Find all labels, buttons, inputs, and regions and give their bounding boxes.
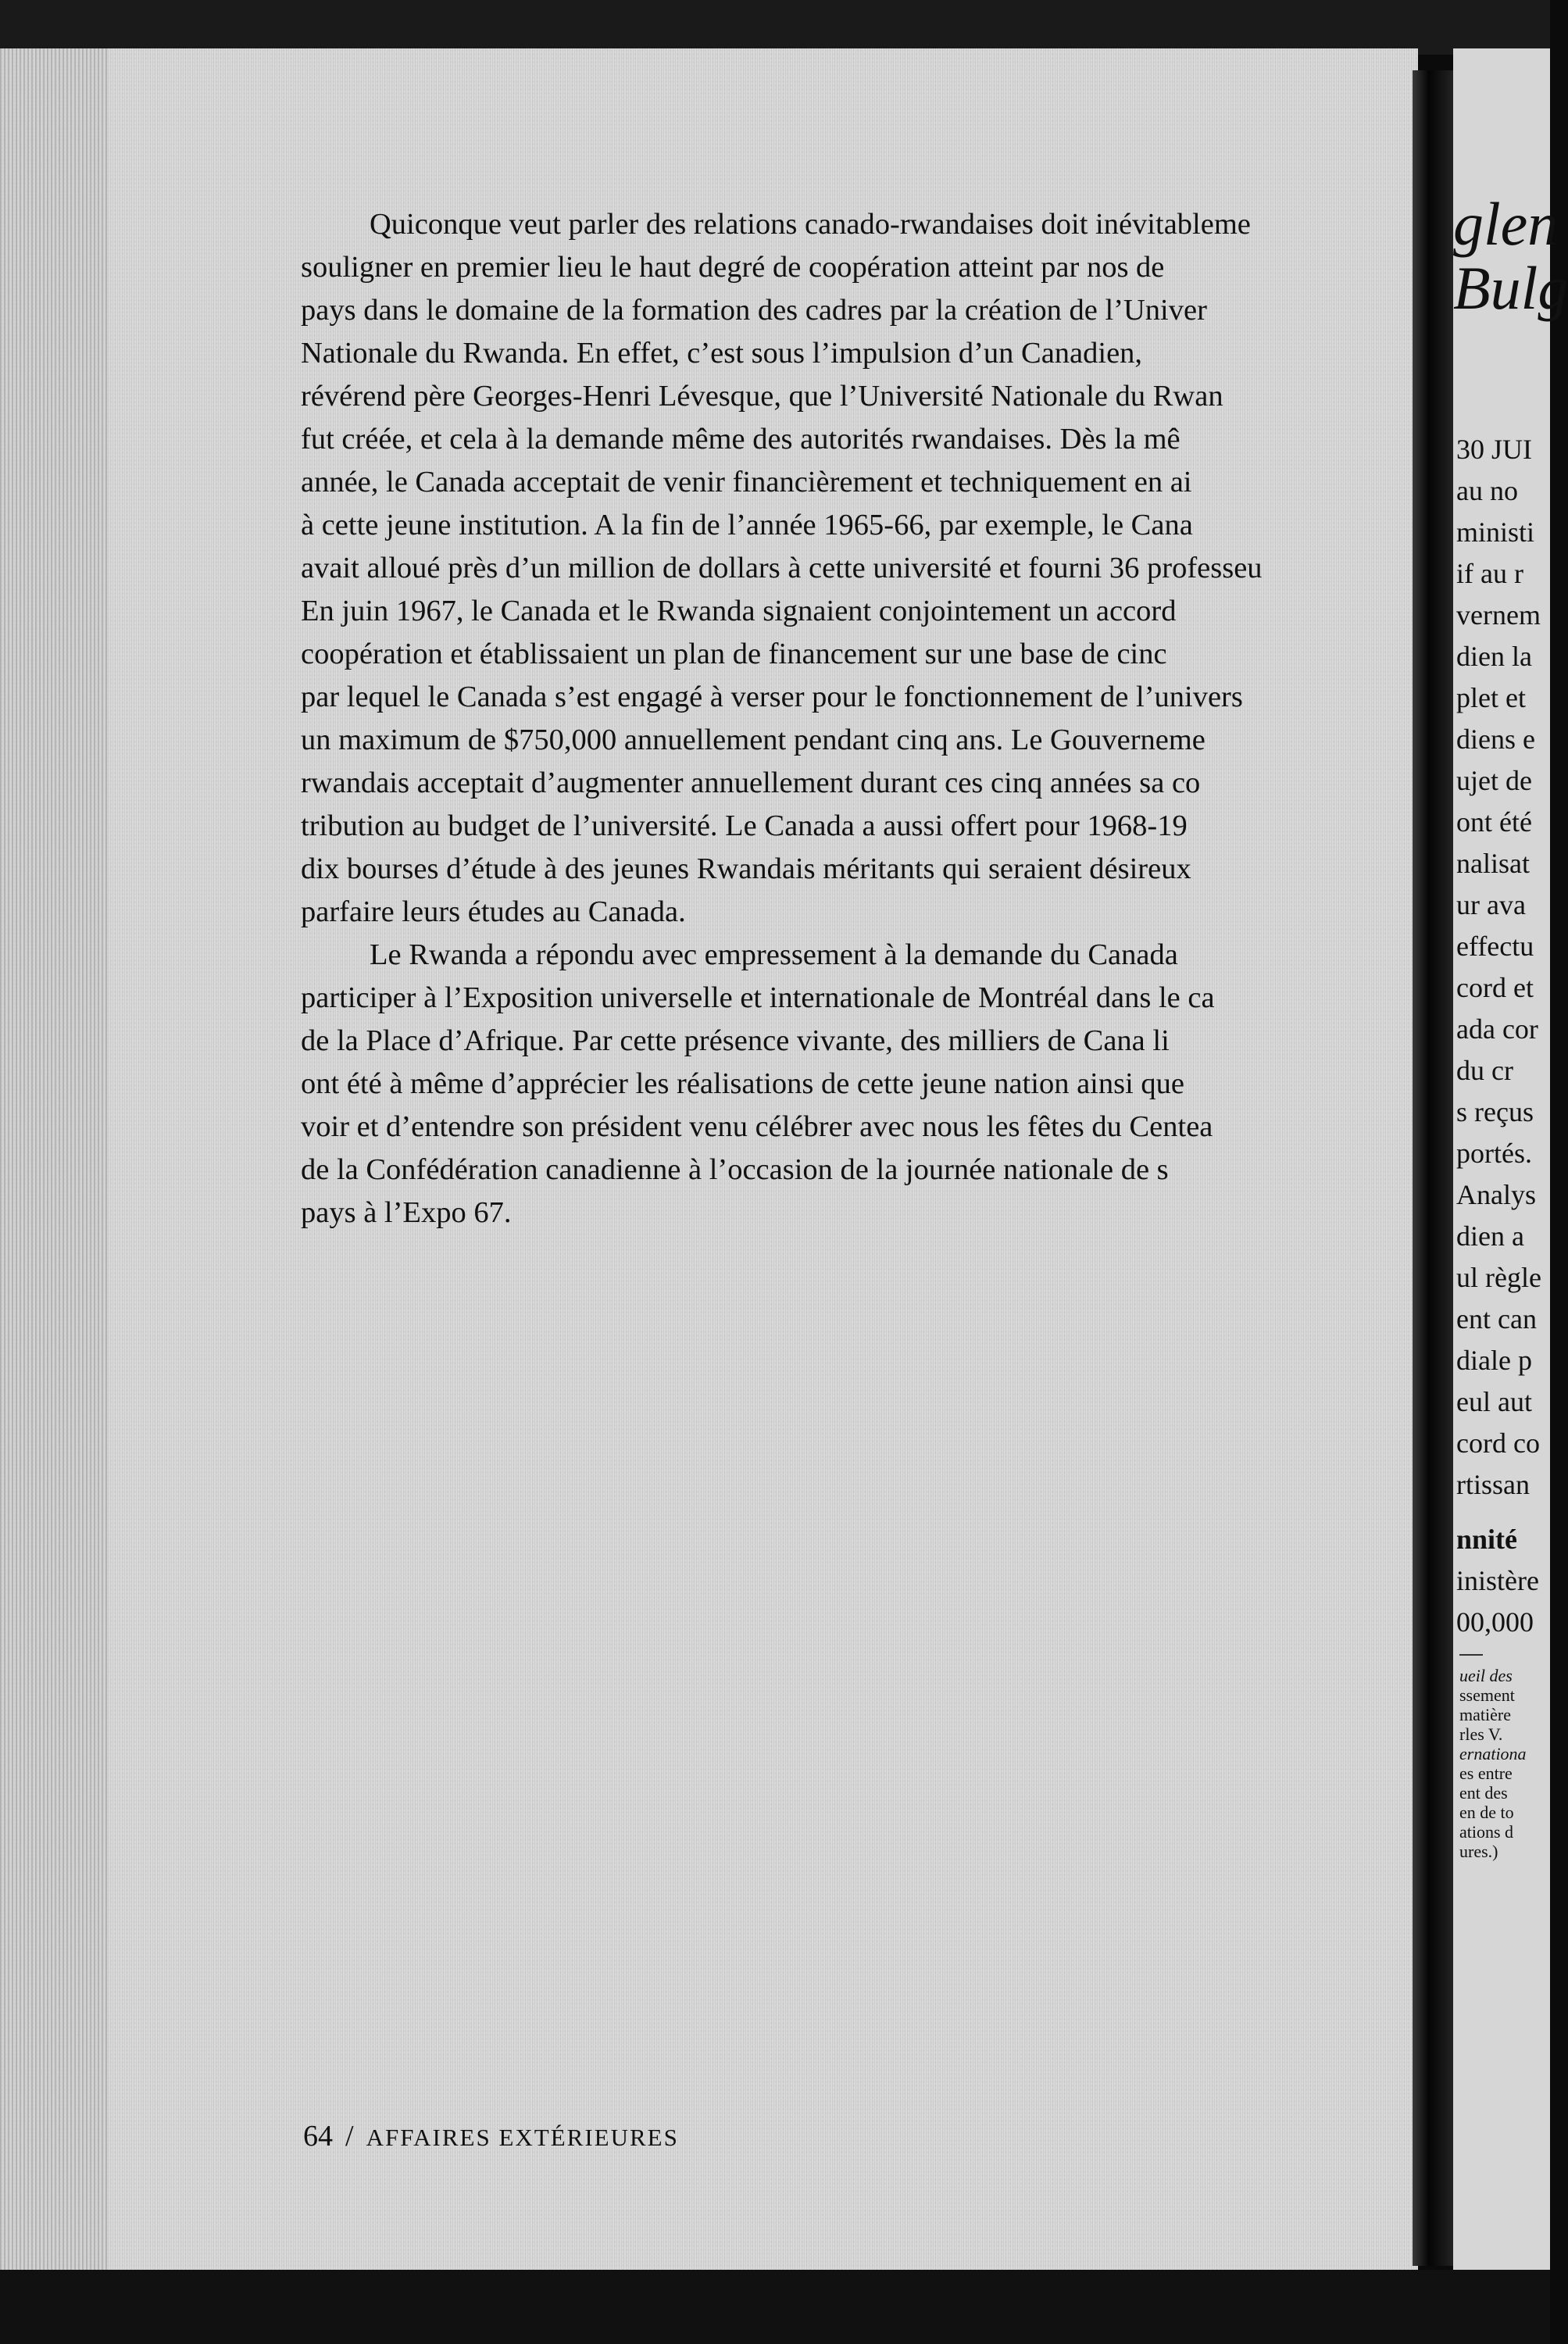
right-page-line: cord et — [1456, 972, 1534, 1003]
text-line: En juin 1967, le Canada et le Rwanda signaient conjointement un accord — [301, 595, 1177, 627]
page-number: 64 — [303, 2120, 333, 2153]
footnote-line: ernationa — [1459, 1744, 1527, 1763]
text-line: participer à l’Exposition universelle et internationale de Montréal dans le ca — [301, 981, 1215, 1014]
footnote-line: ueil des — [1459, 1666, 1513, 1685]
right-page-line: s reçus — [1456, 1096, 1534, 1127]
text-line: un maximum de $750,000 annuellement pendant cinq ans. Le Gouverneme — [301, 724, 1205, 756]
right-page-title-line: Bulg — [1453, 254, 1568, 322]
right-page-line: ont été — [1456, 806, 1532, 838]
right-page-line: diens e — [1456, 724, 1535, 755]
footnote-line: es entre — [1459, 1763, 1513, 1783]
text-line: parfaire leurs études au Canada. — [301, 895, 686, 928]
text-line: pays dans le domaine de la formation des cadres par la création de l’Univer — [301, 294, 1207, 327]
text-line: année, le Canada acceptait de venir financièrement et techniquement en ai — [301, 466, 1192, 498]
text-line: avait alloué près d’un million de dollars à cette université et fourni 36 professeu — [301, 552, 1263, 584]
scan-top-border — [0, 0, 1550, 55]
text-line: Nationale du Rwanda. En effet, c’est sous l’impulsion d’un Canadien, — [301, 337, 1143, 370]
right-page-title-line: glen — [1453, 190, 1559, 258]
right-page-line: if au r — [1456, 558, 1523, 589]
right-page-line: du cr — [1456, 1055, 1513, 1086]
right-page-line: ur ava — [1456, 889, 1526, 920]
right-page-line: au no — [1456, 475, 1518, 506]
right-page-line: 00,000 — [1456, 1606, 1534, 1638]
right-page-section-heading: nnité — [1456, 1524, 1518, 1555]
publication-title: AFFAIRES EXTÉRIEURES — [366, 2124, 679, 2151]
paragraph-2 — [301, 934, 1418, 1235]
right-page-line: portés. — [1456, 1138, 1532, 1169]
right-page-line: rtissan — [1456, 1469, 1530, 1500]
right-page-line: diale p — [1456, 1345, 1532, 1376]
text-line: à cette jeune institution. A la fin de l’année 1965-66, par exemple, le Cana — [301, 509, 1193, 541]
paragraph-1 — [301, 203, 1418, 934]
text-line: ont été à même d’apprécier les réalisations de cette jeune nation ainsi que — [301, 1067, 1184, 1100]
article-body — [301, 203, 1418, 1235]
footnote-line: ssement — [1459, 1685, 1515, 1705]
right-page-line: effectu — [1456, 931, 1534, 962]
text-line: Le Rwanda a répondu avec empressement à la demande du Canada — [370, 938, 1178, 971]
right-page-line: ul règle — [1456, 1262, 1541, 1293]
text-line: révérend père Georges-Henri Lévesque, que l’Université Nationale du Rwan — [301, 380, 1223, 413]
right-page-line: ada cor — [1456, 1013, 1538, 1045]
book-spine — [1413, 70, 1453, 2266]
footnote-line: ures.) — [1459, 1842, 1498, 1861]
footnote-rule — [1459, 1654, 1483, 1656]
text-line: souligner en premier lieu le haut degré de coopération atteint par nos de — [301, 251, 1165, 284]
text-line: fut créée, et cela à la demande même des autorités rwandaises. Dès la mê — [301, 423, 1180, 456]
footnote-line: ent des — [1459, 1783, 1508, 1803]
text-line: dix bourses d’étude à des jeunes Rwandais méritants qui seraient désireux — [301, 852, 1191, 885]
right-page-line: ministi — [1456, 516, 1535, 548]
right-page-line: eul aut — [1456, 1386, 1532, 1417]
text-line: coopération et établissaient un plan de financement sur une base de cinc — [301, 638, 1167, 670]
right-page-line: vernem — [1456, 599, 1541, 631]
text-line: Quiconque veut parler des relations canado-rwandaises doit inévitableme — [370, 208, 1251, 241]
text-line: de la Place d’Afrique. Par cette présence vivante, des milliers de Cana li — [301, 1024, 1170, 1057]
page-footer — [303, 2119, 679, 2153]
right-page-line: inistère — [1456, 1565, 1539, 1596]
text-line: voir et d’entendre son président venu célébrer avec nous les fêtes du Centea — [301, 1110, 1213, 1143]
right-page-line: nalisat — [1456, 848, 1530, 879]
footnote-line: rles V. — [1459, 1724, 1503, 1744]
right-page-line: plet et — [1456, 682, 1526, 713]
text-line: pays à l’Expo 67. — [301, 1196, 512, 1229]
text-line: par lequel le Canada s’est engagé à verser pour le fonctionnement de l’univers — [301, 681, 1243, 713]
scan-bottom-border — [0, 2270, 1550, 2344]
right-page-line: 30 JUI — [1456, 434, 1532, 465]
right-page-line: ent can — [1456, 1303, 1537, 1335]
text-line: rwandais acceptait d’augmenter annuellement durant ces cinq années sa co — [301, 766, 1201, 799]
footnote-line: ations d — [1459, 1822, 1514, 1842]
footnote-line: en de to — [1459, 1803, 1514, 1822]
text-line: tribution au budget de l’université. Le Canada a aussi offert pour 1968-19 — [301, 809, 1188, 842]
footnote-line: matière — [1459, 1705, 1511, 1724]
text-line: de la Confédération canadienne à l’occasion de la journée nationale de s — [301, 1153, 1169, 1186]
footer-separator: / — [345, 2120, 354, 2153]
right-page-line: cord co — [1456, 1427, 1540, 1459]
binding-gutter — [0, 48, 109, 2274]
right-page — [1453, 48, 1568, 2274]
right-page-line: Analys — [1456, 1179, 1536, 1210]
right-page-line: ujet de — [1456, 765, 1532, 796]
right-page-line: dien la — [1456, 641, 1532, 672]
right-page-line: dien a — [1456, 1220, 1524, 1252]
